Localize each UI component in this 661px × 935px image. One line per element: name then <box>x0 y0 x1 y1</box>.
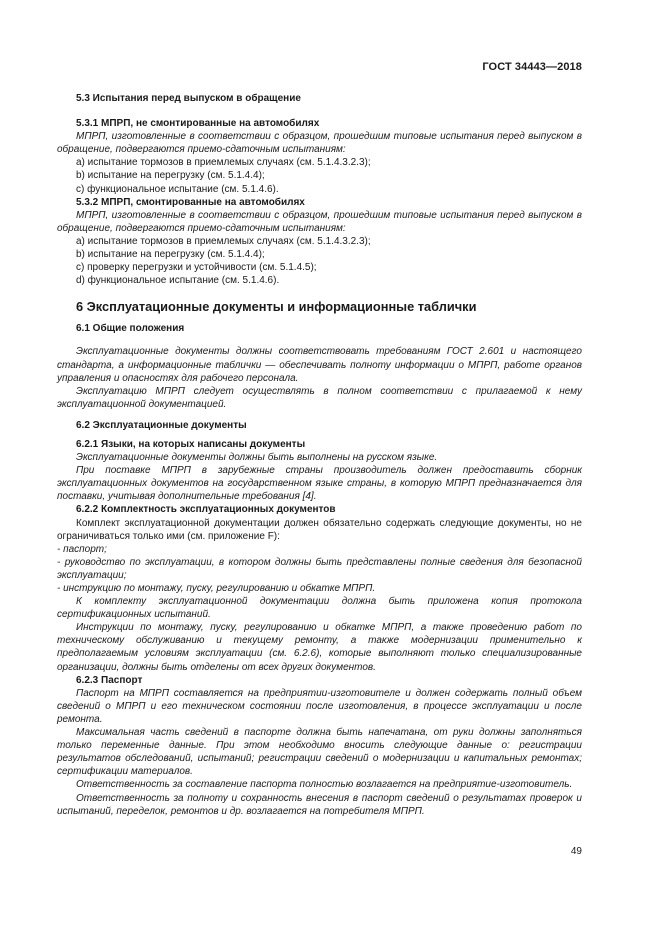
section-6-2-3-paragraph: Ответственность за полноту и сохранность внесения в паспорт сведений о результатах проверок и испытаний, переделок, ремонтов и др. возлагается на потребителя МПРП. <box>57 792 582 817</box>
section-5-3-1-heading: 5.3.1 МПРП, не смонтированные на автомобилях <box>76 118 320 130</box>
section-5-3-heading: 5.3 Испытания перед выпуском в обращение <box>76 93 301 104</box>
list-item: d) функциональное испытание (см. 5.1.4.6). <box>76 275 280 287</box>
section-6-1-paragraph: Эксплуатацию МПРП следует осуществлять в полном соответствии с прилагаемой к нему эксплуатационной документацией. <box>57 385 582 410</box>
list-item: a) испытание тормозов в приемлемых случаях (см. 5.1.4.3.2.3); <box>76 235 371 247</box>
section-6-heading: 6 Эксплуатационные документы и информационные таблички <box>76 299 477 315</box>
section-5-3-2-intro: МПРП, изготовленные в соответствии с образцом, прошедшим типовые испытания перед выпуском в обращение, подвергаются приемо-сдаточным испытаниям: <box>57 209 582 234</box>
section-6-2-2-paragraph: Комплект эксплуатационной документации должен обязательно содержать следующие документы, но не ограничиваться только ими (см. приложение F): <box>57 517 582 542</box>
section-6-2-1-paragraph: При поставке МПРП в зарубежные страны производитель должен предоставить сборник эксплуатационных документов на государственном языке страны, в которую МПРП предназначается для поставки, учитывая дополнительные требования [4]. <box>57 465 582 503</box>
section-6-2-2-paragraph: Инструкции по монтажу, пуску, регулированию и обкатке МПРП, а также проведению работ по техническому обслуживанию и текущему ремонту, а также модернизации применительно к предполагаемым условиям эксплуатации (см. 6.2.6), которые выполняют только специализированные организации, должны быть отделены от всех других документов. <box>57 622 582 673</box>
section-6-2-3-paragraph: Ответственность за составление паспорта полностью возлагается на предприятие-изготовитель. <box>76 779 573 791</box>
section-6-2-3-heading: 6.2.3 Паспорт <box>76 674 143 686</box>
section-6-2-2-heading: 6.2.2 Комплектность эксплуатационных документов <box>76 504 336 516</box>
list-item: b) испытание на перегрузку (см. 5.1.4.4); <box>76 249 265 261</box>
page-content <box>57 92 582 818</box>
list-item: - инструкцию по монтажу, пуску, регулированию и обкатке МПРП. <box>57 583 376 594</box>
list-item: b) испытание на перегрузку (см. 5.1.4.4); <box>76 170 265 182</box>
section-6-1-paragraph: Эксплуатационные документы должны соответствовать требованиям ГОСТ 2.601 и настоящего стандарта, а информационные таблички — обеспечивать полноту информации о МПРП, работе органов управления и опасностях для рабочего персонала. <box>57 346 582 384</box>
section-6-2-heading: 6.2 Эксплуатационные документы <box>76 419 247 431</box>
list-item: - паспорт; <box>57 543 107 555</box>
section-6-1-heading: 6.1 Общие положения <box>76 323 185 335</box>
list-item: - руководство по эксплуатации, в котором должны быть представлены полные сведения для безопасной эксплуатации; <box>57 556 582 581</box>
section-6-2-1-paragraph: Эксплуатационные документы должны быть выполнены на русском языке. <box>76 452 438 464</box>
page-number: 49 <box>570 846 582 857</box>
section-6-2-2-paragraph: К комплекту эксплуатационной документации должна быть приложена копия протокола сертификационных испытаний. <box>57 596 582 621</box>
document-id: ГОСТ 34443—2018 <box>482 61 582 73</box>
section-6-2-3-paragraph: Паспорт на МПРП составляется на предприятии-изготовителе и должен содержать полный объем сведений о МПРП и его техническом состоянии после изготовления, в процессе эксплуатации и после ремонта. <box>57 687 582 725</box>
section-5-3-1-intro: МПРП, изготовленные в соответствии с образцом, прошедшим типовые испытания перед выпуском в обращение, подвергаются приемо-сдаточным испытаниям: <box>57 131 582 156</box>
section-6-2-3-paragraph: Максимальная часть сведений в паспорте должна быть напечатана, от руки должны заполняться только переменные данные. При этом необходимо вносить следующие данные о: регистрации результатов обследований, испытаний; регистрации сведений о модернизации и капитальных ремонтах; сертификации материалов. <box>57 727 582 778</box>
list-item: c) функциональное испытание (см. 5.1.4.6). <box>76 183 279 195</box>
list-item: a) испытание тормозов в приемлемых случаях (см. 5.1.4.3.2.3); <box>76 157 371 169</box>
section-5-3-2-heading: 5.3.2 МПРП, смонтированные на автомобилях <box>76 196 305 208</box>
list-item: c) проверку перегрузки и устойчивости (см. 5.1.4.5); <box>76 262 317 274</box>
section-6-2-1-heading: 6.2.1 Языки, на которых написаны документы <box>76 438 306 450</box>
